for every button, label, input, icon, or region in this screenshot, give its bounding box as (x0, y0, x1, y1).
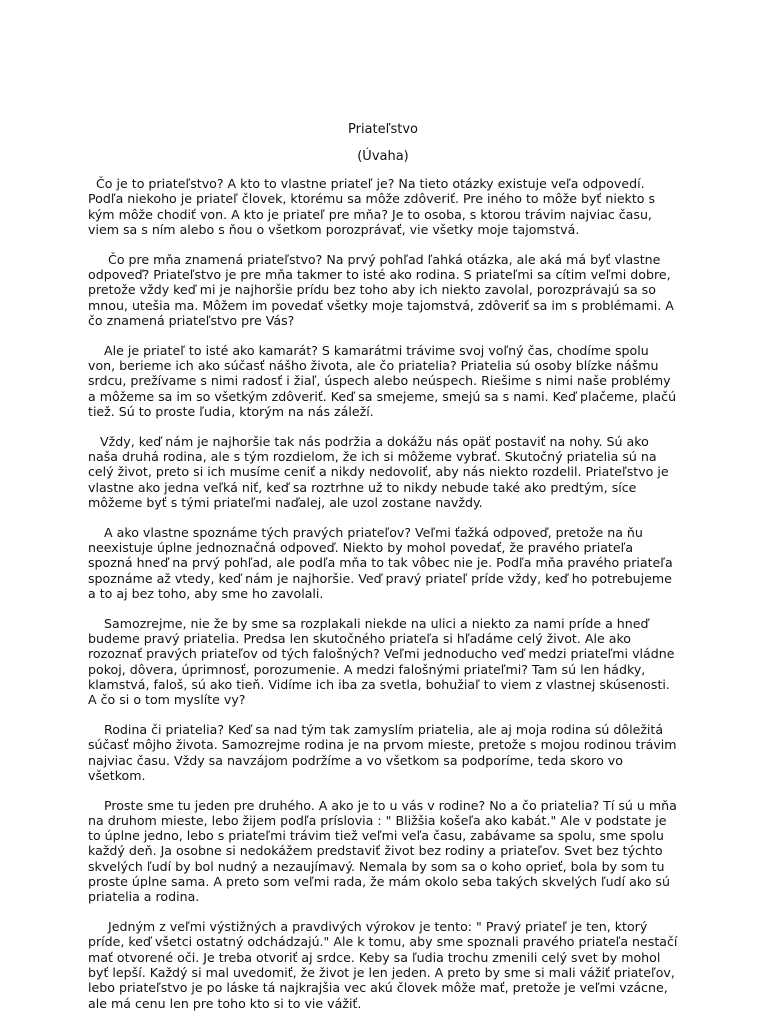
paragraph-1: Čo je to priateľstvo? A kto to vlastne priateľ je? Na tieto otázky existuje veľa odpovedí. Podľa niekoho je priateľ človek, ktorému sa môže zdôveriť. Pre iného to môže byť niekto s kým môže chodiť von. A kto je priateľ pre mňa? Je to osoba, s ktorou trávim najviac času, viem sa s ním alebo s ňou o všetkom porozprávať, vie všetky moje tajomstvá. (88, 176, 660, 237)
paragraph-6: Samozrejme, nie že by sme sa rozplakali niekde na ulici a niekto za nami príde a hneď budeme pravý priatelia. Predsa len skutočného priateľa si hľadáme celý život. Ale ako rozoznať pravých priateľov od tých falošných? Veľmi jednoducho veď medzi priateľmi vládne pokoj, dôvera, úprimnosť, porozumenie. A medzi falošnými priateľmi? Tam sú len hádky, klamstvá, faloš, sú ako tieň. Vidíme ich iba za svetla, bohužiaľ to viem z vlastnej skúsenosti. A čo si o tom myslíte vy? (88, 615, 679, 708)
paragraph-5: A ako vlastne spoznáme tých pravých priateľov? Veľmi ťažká odpoveď, pretože na ňu neexistuje úplne jednoznačná odpoveď. Niekto by mohol povedať, že pravého priateľa spozná hneď na prvý pohľad, ale podľa mňa to tak vôbec nie je. Podľa mňa pravého priateľa spoznáme až vtedy, keď nám je najhoršie. Veď pravý priateľ príde vždy, keď ho potrebujeme a to aj bez toho, aby sme ho zavolali. (88, 524, 677, 601)
paragraph-2: Čo pre mňa znamená priateľstvo? Na prvý pohľad ľahká otázka, ale aká má byť vlastne odpoveď? Priateľstvo je pre mňa takmer to isté ako rodina. S priateľmi sa cítim veľmi dobre, pretože vždy keď mi je najhoršie prídu bez toho aby ich niekto zavolal, porozprávajú sa so mnou, utešia ma. Môžem im povedať všetky moje tajomstvá, zdôveriť sa im s problémami. A čo znamená priateľstvo pre Vás? (88, 251, 678, 328)
paragraph-3: Ale je priateľ to isté ako kamarát? S kamarátmi trávime svoj voľný čas, chodíme spolu von, berieme ich ako súčasť nášho života, ale čo priatelia? Priatelia sú osoby blízke nášmu srdcu, prežívame s nimi radosť i žiaľ, úspech alebo neúspech. Riešime s nimi naše problémy a môžeme sa im so všetkým zdôveriť. Keď sa smejeme, smejú sa s nami. Keď plačeme, plačú tiež. Sú to proste ľudia, ktorým na nás záleží. (88, 342, 681, 419)
paragraph-8: Proste sme tu jeden pre druhého. A ako je to u vás v rodine? No a čo priatelia? Tí sú u mňa na druhom mieste, lebo žijem podľa príslovia : " Bližšia košeľa ako kabát." Ale v podstate je to úplne jedno, lebo s priateľmi trávim tiež veľmi veľa času, zabávame sa spolu, sme spolu každý deň. Ja osobne si nedokážem predstaviť život bez rodiny a priateľov. Svet bez týchto skvelých ľudí by bol nudný a nezaujímavý. Nemala by som sa o koho oprieť, bola by som tu proste úplne sama. A preto som veľmi rada, že mám okolo seba takých skvelých ľudí ako sú priatelia a rodina. (88, 797, 681, 905)
paragraph-9: Jedným z veľmi výstižných a pravdivých výrokov je tento: " Pravý priateľ je ten, ktorý príde, keď všetci ostatný odchádzajú." Ale k tomu, aby sme spoznali pravého priateľa nestačí mať otvorené oči. Je treba otvoriť aj srdce. Keby sa ľudia trochu zmenili celý svet by mohol byť lepší. Každý si mal uvedomiť, že život je len jeden. A preto by sme si mali vážiť priateľov, lebo priateľstvo je po láske tá najkrajšia vec akú človek môže mať, pretože je veľmi vzácne, ale má cenu len pre toho kto si to vie vážiť. (88, 919, 682, 1011)
document-title: Priateľstvo (347, 122, 419, 137)
document-subtitle: (Úvaha) (357, 149, 409, 164)
document-body (88, 176, 682, 1011)
paragraph-4: Vždy, keď nám je najhoršie tak nás podržia a dokážu nás opäť postaviť na nohy. Sú ako naša druhá rodina, ale s tým rozdielom, že ich si môžeme vybrať. Skutočný priatelia sú na celý život, preto si ich musíme ceniť a nikdy nedovoliť, aby nás niekto rozdelil. Priateľstvo je vlastne ako jedna veľká niť, keď sa roztrhne už to nikdy nebude také ako predtým, síce môžeme byť s tými priateľmi naďalej, ale uzol zostane navždy. (88, 433, 673, 510)
paragraph-7: Rodina či priatelia? Keď sa nad tým tak zamyslím priatelia, ale aj moja rodina sú dôležitá súčasť môjho života. Samozrejme rodina je na prvom mieste, pretože s mojou rodinou trávim najviac času. Vždy sa navzájom podržíme a vo všetkom sa podporíme, teda skoro vo všetkom. (88, 721, 681, 783)
